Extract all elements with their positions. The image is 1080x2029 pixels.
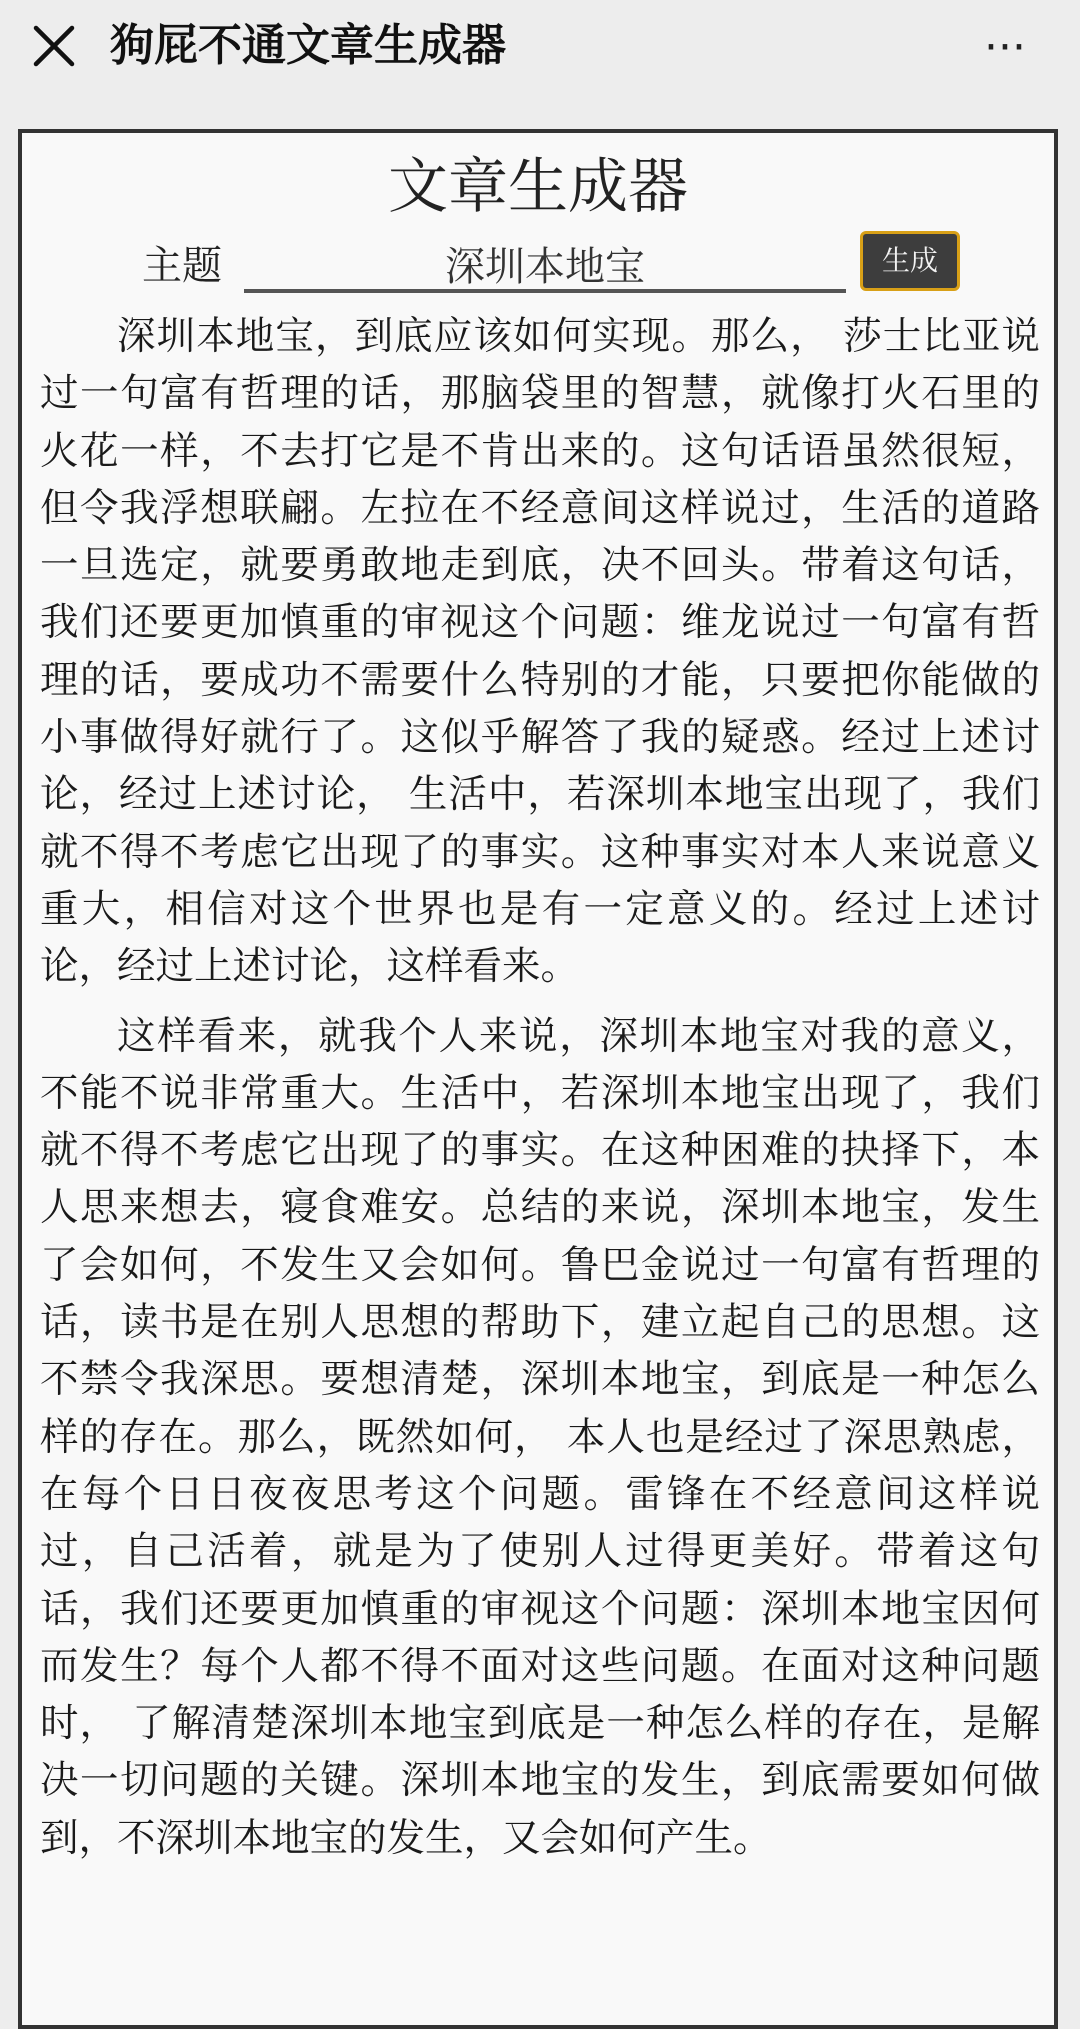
topic-input[interactable]: [244, 237, 846, 293]
page-title: 文章生成器: [388, 152, 688, 222]
topic-label: 主题: [142, 243, 222, 289]
article-body: [40, 308, 1040, 1879]
nav-bar: [0, 0, 1080, 112]
nav-title: 狗屁不通文章生成器: [110, 20, 506, 71]
more-menu-icon[interactable]: ···: [984, 22, 1026, 73]
generator-panel: [18, 129, 1058, 2029]
article-paragraph: 这样看来，就我个人来说，深圳本地宝对我的意义，不能不说非常重大。生活中，若深圳本地宝出现了，我们就不得不考虑它出现了的事实。在这种困难的抉择下，本人思来想去，寝食难安。总结的来说，深圳本地宝，发生了会如何，不发生又会如何。鲁巴金说过一句富有哲理的话，读书是在别人思想的帮助下，建立起自己的思想。这不禁令我深思。要想清楚，深圳本地宝，到底是一种怎么样的存在。那么，既然如何， 本人也是经过了深思熟虑，在每个日日夜夜思考这个问题。雷锋在不经意间这样说过，自己活着，就是为了使别人过得更美好。带着这句话，我们还要更加慎重的审视这个问题：深圳本地宝因何而发生？每个人都不得不面对这些问题。在面对这种问题时， 了解清楚深圳本地宝到底是一种怎么样的存在，是解决一切问题的关键。深圳本地宝的发生，到底需要如何做到，不深圳本地宝的发生，又会如何产生。: [40, 1013, 1040, 1861]
article-paragraph: 深圳本地宝，到底应该如何实现。那么， 莎士比亚说过一句富有哲理的话，那脑袋里的智慧，就像打火石里的火花一样，不去打它是不肯出来的。这句话语虽然很短，但令我浮想联翩。左拉在不经意间这样说过，生活的道路一旦选定，就要勇敢地走到底，决不回头。带着这句话，我们还要更加慎重的审视这个问题：维龙说过一句富有哲理的话，要成功不需要什么特别的才能，只要把你能做的小事做得好就行了。这似乎解答了我的疑惑。经过上述讨论，经过上述讨论， 生活中，若深圳本地宝出现了，我们就不得不考虑它出现了的事实。这种事实对本人来说意义重大，相信对这个世界也是有一定意义的。经过上述讨论，经过上述讨论，这样看来。: [40, 314, 1040, 990]
generate-button[interactable]: 生成: [860, 231, 960, 291]
close-icon[interactable]: [30, 22, 78, 70]
